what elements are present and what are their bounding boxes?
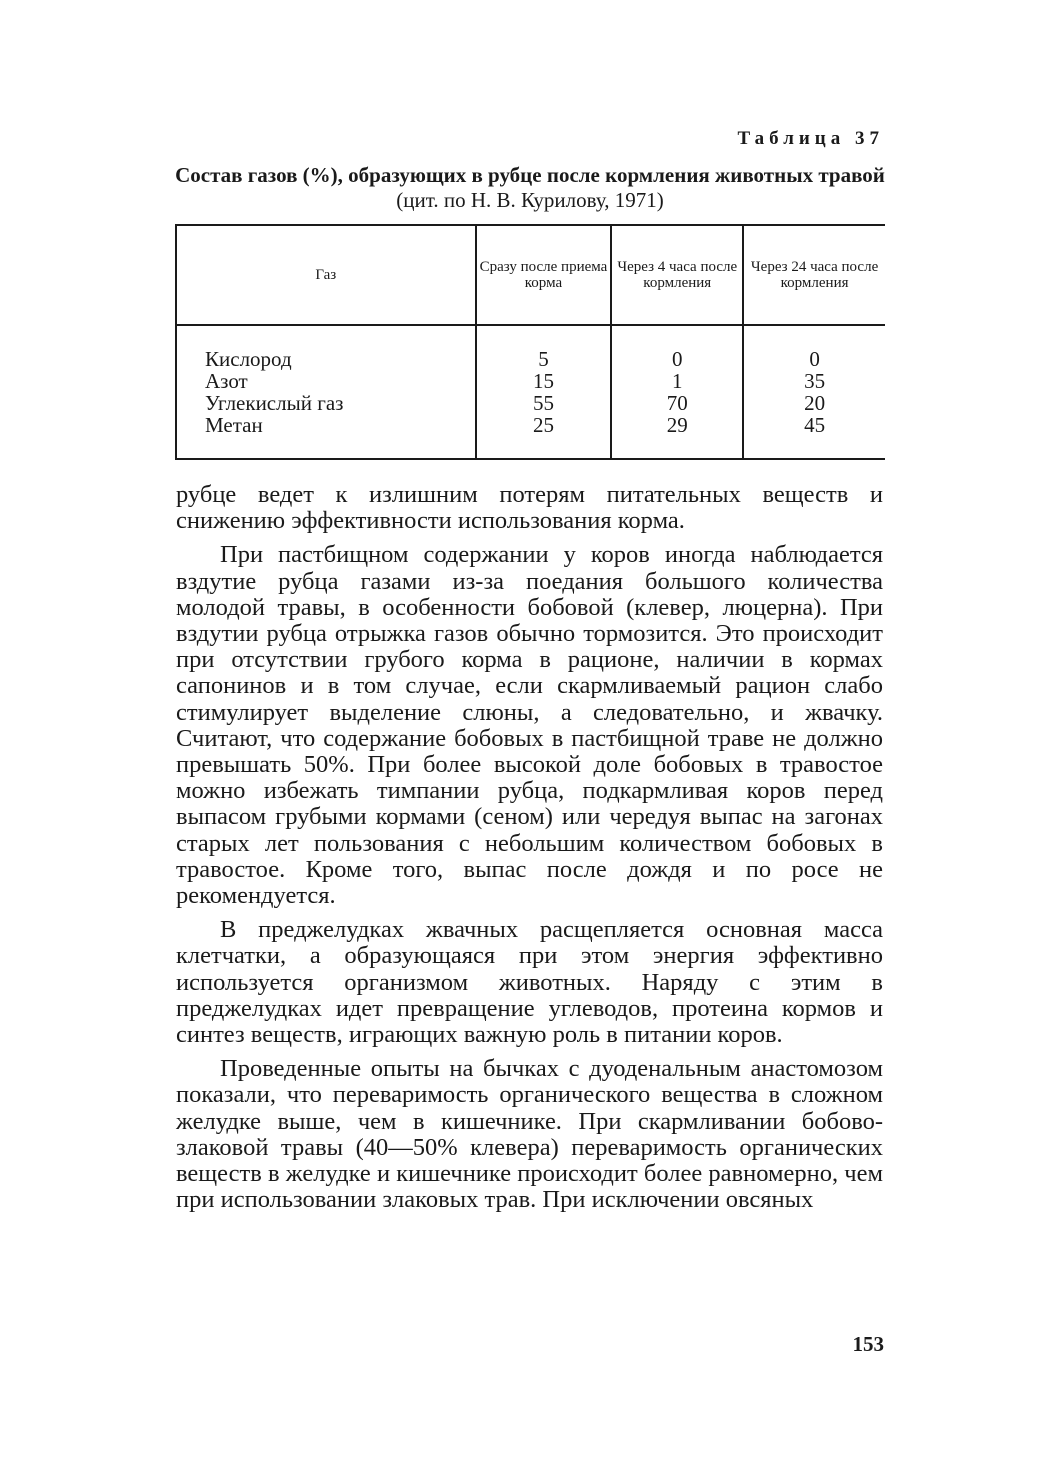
gas-name: Углекислый газ	[176, 392, 476, 414]
paragraph: рубце ведет к излишним потерям питательных веществ и снижению эффективности использования корма.	[176, 481, 883, 535]
value-immediately: 5	[476, 325, 612, 370]
table-caption-source: (цит. по Н. В. Курилову, 1971)	[396, 188, 664, 212]
body-text	[176, 482, 883, 1213]
table-caption	[175, 163, 885, 213]
table-row	[176, 414, 885, 459]
gas-composition-table	[175, 224, 885, 460]
paragraph: В преджелудках жвачных расщепляется основная масса клетчатки, а образующаяся при этом энергия эффективно используется организмом животных. Наряду с этим в преджелудках идет превращение углеводов, протеина кормов и синтез веществ, играющих важную роль в питании коров.	[176, 916, 883, 1049]
value-immediately: 15	[476, 370, 612, 392]
paragraph: Проведенные опыты на бычках с дуоденальным анастомозом показали, что переваримость органического вещества в сложном желудке выше, чем в кишечнике. При скармливании бобово-злаковой травы (40—50% клевера) переваримость органических веществ в желудке и кишечнике происходит более равномерно, чем при использовании злаковых трав. При исключении овсяных	[176, 1055, 883, 1214]
paragraph: При пастбищном содержании у коров иногда наблюдается вздутие рубца газами из-за поедания большого количества молодой травы, в особенности бобовой (клевер, люцерна). При вздутии рубца отрыжка газов обычно тормозится. Это происходит при отсутствии грубого корма в рационе, наличии в кормах сапонинов и в том случае, если скармливаемый рацион слабо стимулирует выделение слюны, а следовательно, и жвачку. Считают, что содержание бобовых в пастбищной траве не должно превышать 50%. При более высокой доле бобовых в травостое можно избежать тимпании рубца, подкармливая коров перед выпасом грубыми кормами (сеном) или чередуя выпас на загонах старых лет пользования с небольшим количеством бобовых в травостое. Кроме того, выпас после дождя и по росе не рекомендуется.	[176, 541, 883, 910]
table-row	[176, 325, 885, 370]
header-24-hours: Через 24 часа после кормления	[743, 225, 885, 325]
value-24-hours: 0	[743, 325, 885, 370]
value-immediately: 55	[476, 392, 612, 414]
header-gas: Газ	[176, 225, 476, 325]
value-4-hours: 0	[611, 325, 743, 370]
table-label: Таблица 37	[737, 128, 884, 149]
value-immediately: 25	[476, 414, 612, 459]
page-number: 153	[852, 1332, 884, 1356]
value-24-hours: 35	[743, 370, 885, 392]
value-4-hours: 1	[611, 370, 743, 392]
value-24-hours: 20	[743, 392, 885, 414]
header-4-hours: Через 4 часа после кормления	[611, 225, 743, 325]
gas-name: Кислород	[176, 325, 476, 370]
table-row	[176, 370, 885, 392]
value-4-hours: 70	[611, 392, 743, 414]
table-caption-title: Состав газов (%), образующих в рубце после кормления животных травой	[175, 163, 885, 187]
value-4-hours: 29	[611, 414, 743, 459]
header-immediately: Сразу после приема корма	[476, 225, 612, 325]
gas-name: Азот	[176, 370, 476, 392]
value-24-hours: 45	[743, 414, 885, 459]
table-header-row	[176, 225, 885, 325]
gas-name: Метан	[176, 414, 476, 459]
table-row	[176, 392, 885, 414]
